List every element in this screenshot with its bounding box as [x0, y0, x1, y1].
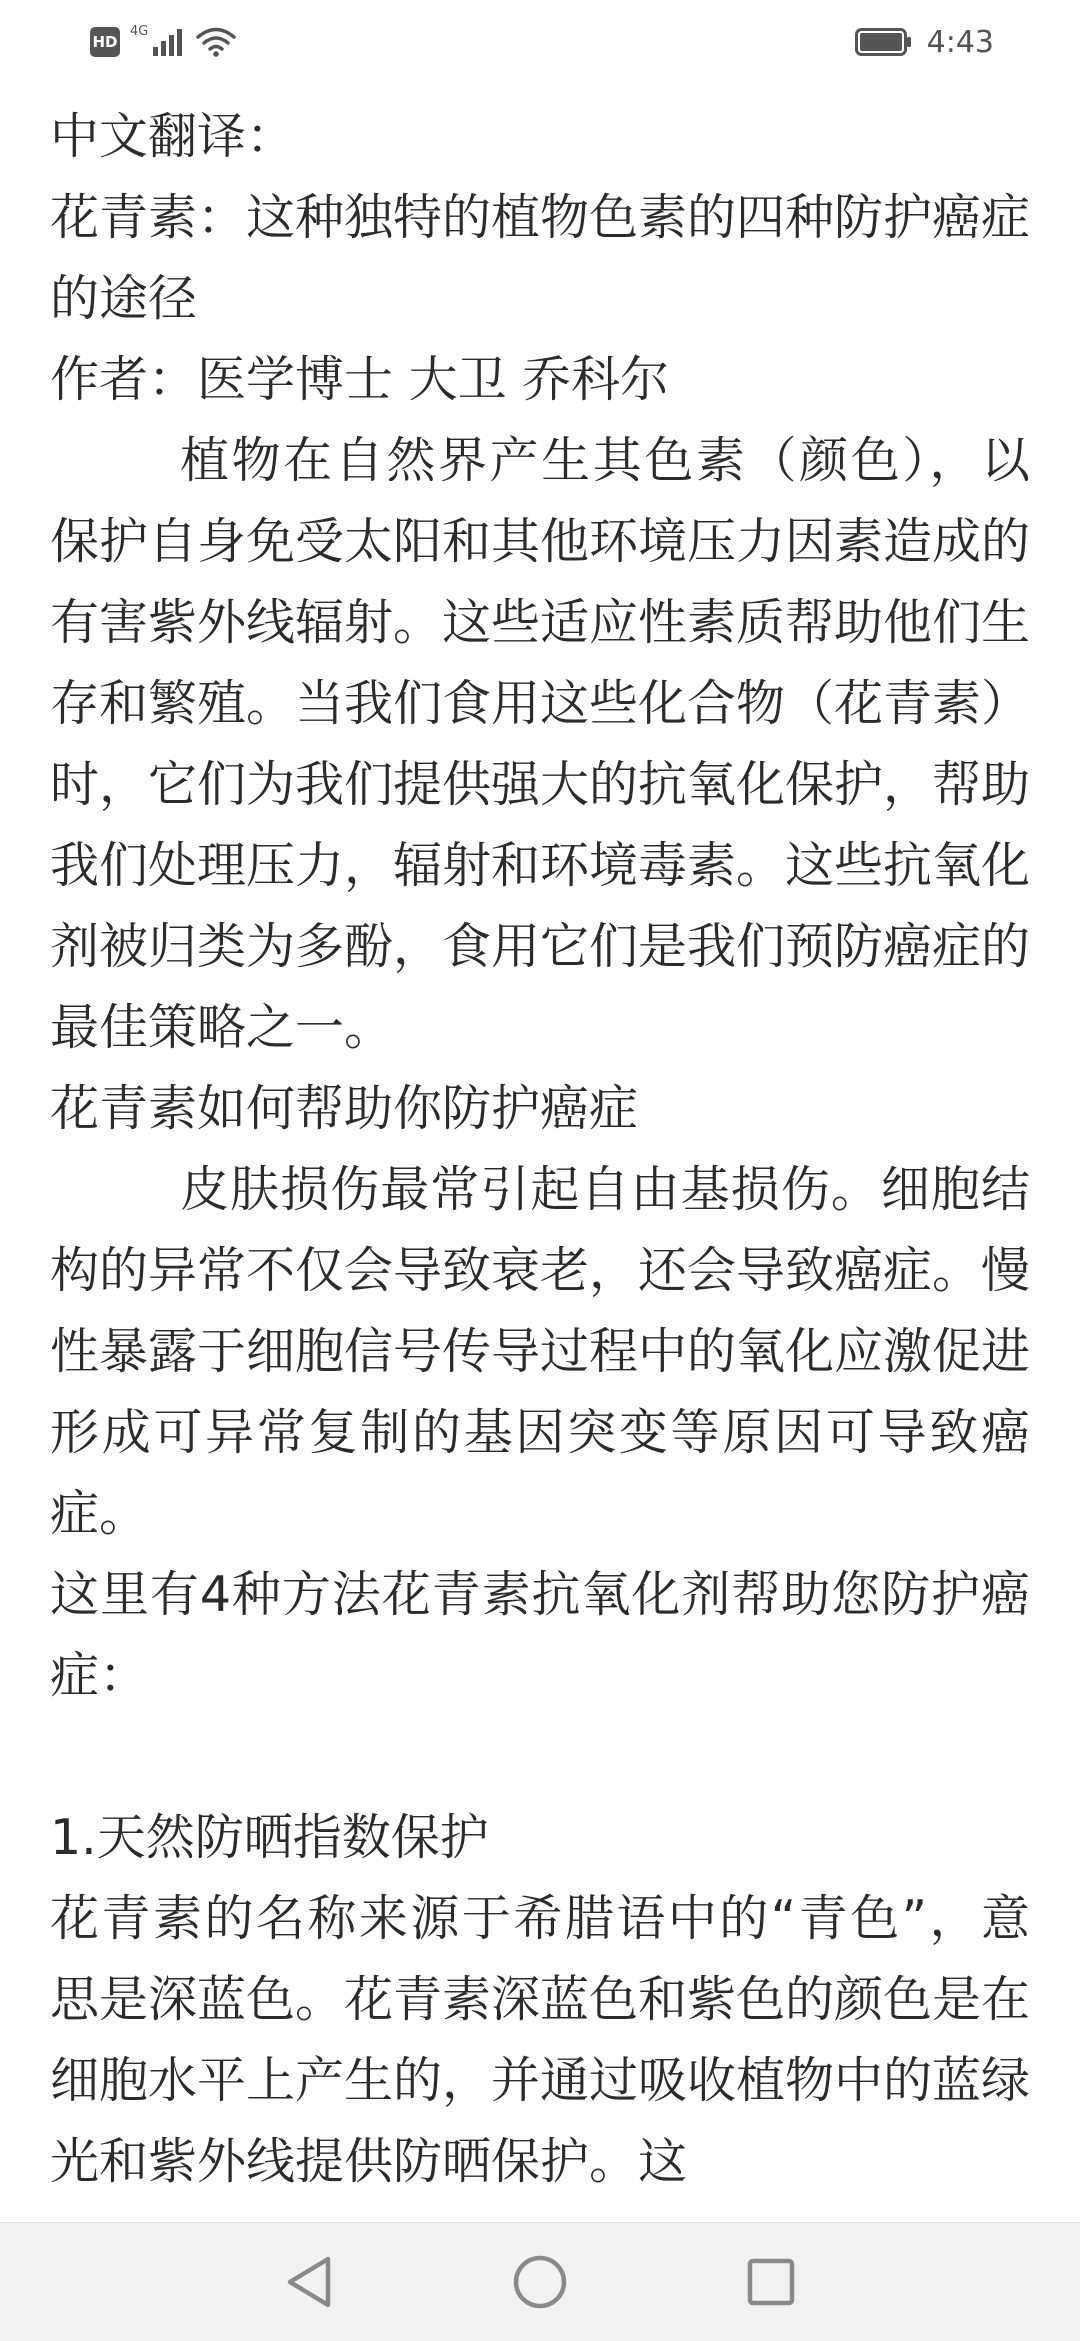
- method-1-heading: 1.天然防晒指数保护: [50, 1809, 489, 1866]
- home-button[interactable]: [509, 2251, 571, 2313]
- section-heading: 花青素如何帮助你防护癌症: [50, 1080, 639, 1137]
- article-title: 花青素：这种独特的植物色素的四种防护癌症的途径: [50, 189, 1031, 327]
- network-type-label: 4G: [130, 24, 149, 39]
- signal-icon: [152, 27, 186, 57]
- home-icon: [512, 2254, 568, 2310]
- battery-icon: [855, 27, 913, 57]
- hd-icon: HD: [90, 27, 120, 57]
- clock: 4:43: [926, 24, 994, 60]
- back-button[interactable]: [278, 2251, 340, 2313]
- paragraph-intro: 植物在自然界产生其色素（颜色），以保护自身免受太阳和其他环境压力因素造成的有害紫外线辐射。这些适应性素质帮助他们生存和繁殖。当我们食用这些化合物（花青素）时，它们为我们提供强大的抗氧化保护，帮助我们处理压力，辐射和环境毒素。这些抗氧化剂被归类为多酚，食用它们是我们预防癌症的最佳策略之一。: [50, 432, 1031, 1056]
- status-bar: [0, 0, 1080, 84]
- article-content: [50, 96, 1030, 2202]
- recents-icon: [746, 2257, 796, 2307]
- article-author: 作者：医学博士 大卫 乔科尔: [50, 351, 670, 408]
- translation-heading: 中文翻译：: [50, 108, 296, 165]
- blank-line: [50, 1716, 1030, 1797]
- navigation-bar: [0, 2222, 1080, 2341]
- recents-button[interactable]: [740, 2251, 802, 2313]
- paragraph-method-1: 花青素的名称来源于希腊语中的“青色”，意思是深蓝色。花青素深蓝色和紫色的颜色是在细胞水平上产生的，并通过吸收植物中的蓝绿光和紫外线提供防晒保护。这: [50, 1890, 1031, 2190]
- status-left: [90, 22, 236, 62]
- status-right: [855, 18, 994, 66]
- wifi-icon: [196, 26, 236, 58]
- methods-intro: 这里有4种方法花青素抗氧化剂帮助您防护癌症：: [50, 1566, 1030, 1704]
- back-icon: [284, 2255, 334, 2309]
- paragraph-damage: 皮肤损伤最常引起自由基损伤。细胞结构的异常不仅会导致衰老，还会导致癌症。慢性暴露于细胞信号传导过程中的氧化应激促进形成可异常复制的基因突变等原因可导致癌症。: [50, 1161, 1031, 1542]
